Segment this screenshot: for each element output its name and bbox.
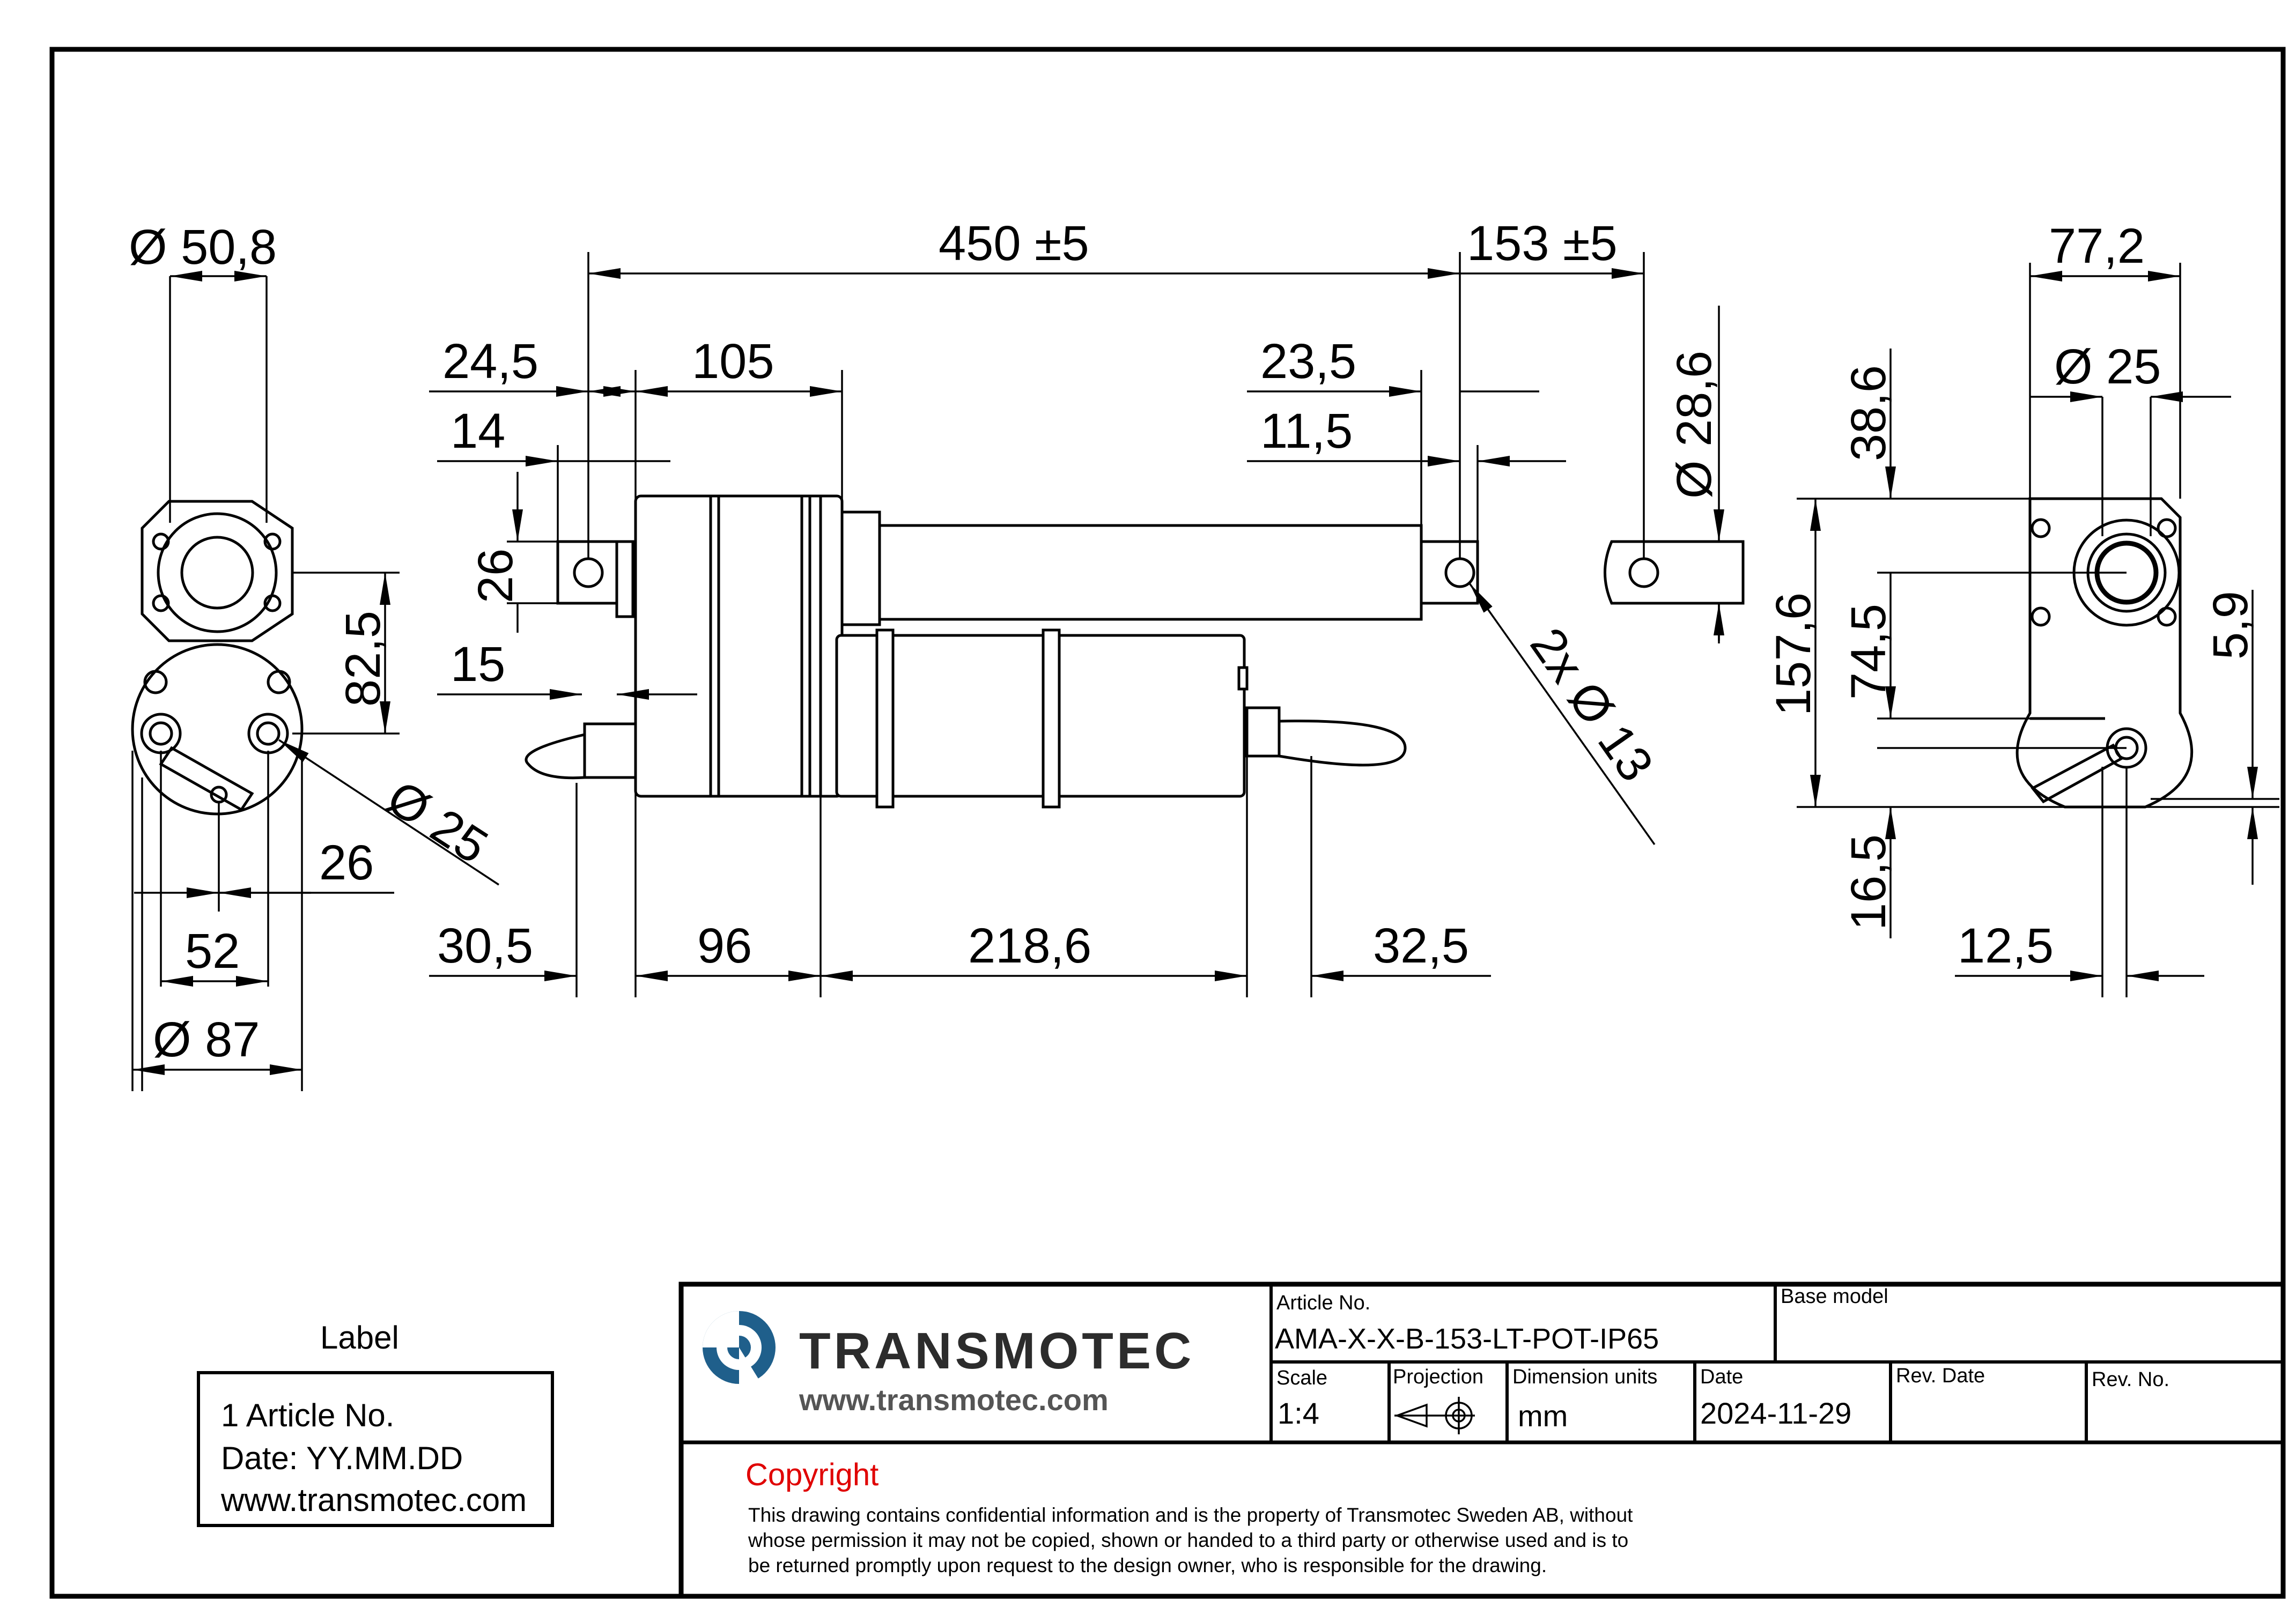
dim-82-5: 82,5 bbox=[336, 610, 390, 707]
scale-value: 1:4 bbox=[1278, 1396, 1319, 1430]
brand-name: TRANSMOTEC bbox=[799, 1322, 1195, 1380]
dim-30-5: 30,5 bbox=[437, 919, 534, 973]
dim-dia-87: Ø 87 bbox=[153, 1012, 260, 1067]
rev-no-label: Rev. No. bbox=[2092, 1368, 2170, 1391]
copyright-line-1: This drawing contains confidential information and is the property of Transmotec Sweden AB, without bbox=[748, 1504, 1633, 1526]
dim-26-left: 26 bbox=[319, 835, 374, 890]
dim-dia-28-6: Ø 28,6 bbox=[1667, 350, 1722, 499]
label-line-2: Date: YY.MM.DD bbox=[221, 1440, 463, 1476]
date-label: Date bbox=[1700, 1366, 1744, 1388]
projection-label: Projection bbox=[1393, 1366, 1483, 1388]
title-block bbox=[681, 1284, 2283, 1596]
dim-24-5: 24,5 bbox=[442, 334, 539, 389]
label-line-3: www.transmotec.com bbox=[221, 1482, 527, 1518]
dim-74-5: 74,5 bbox=[1841, 603, 1896, 700]
scale-label: Scale bbox=[1276, 1367, 1328, 1389]
dim-157-6: 157,6 bbox=[1766, 592, 1821, 716]
label-box bbox=[198, 1320, 552, 1525]
label-box-title: Label bbox=[320, 1320, 399, 1356]
dim-5-9: 5,9 bbox=[2203, 591, 2258, 660]
copyright-title: Copyright bbox=[745, 1457, 879, 1492]
dim-dia-25-left: Ø 25 bbox=[378, 770, 497, 875]
dim-32-5: 32,5 bbox=[1373, 919, 1470, 973]
units-label: Dimension units bbox=[1512, 1366, 1658, 1388]
brand-website[interactable]: www.transmotec.com bbox=[799, 1383, 1109, 1417]
dim-77-2: 77,2 bbox=[2049, 219, 2145, 273]
dim-11-5: 11,5 bbox=[1260, 404, 1353, 458]
dim-218-6: 218,6 bbox=[968, 919, 1092, 973]
dim-14: 14 bbox=[451, 404, 506, 458]
article-value: AMA-X-X-B-153-LT-POT-IP65 bbox=[1275, 1323, 1659, 1355]
dim-2x-dia-13: 2x Ø 13 bbox=[1519, 618, 1664, 791]
dim-23-5: 23,5 bbox=[1260, 334, 1357, 389]
dim-96: 96 bbox=[697, 919, 752, 973]
rev-date-label: Rev. Date bbox=[1896, 1365, 1985, 1387]
copyright-line-3: be returned promptly upon request to the design owner, who is responsible for the drawing. bbox=[748, 1554, 1547, 1576]
dim-52: 52 bbox=[185, 924, 240, 979]
third-angle-projection-icon bbox=[1394, 1397, 1475, 1434]
right-end-view bbox=[1766, 219, 2279, 997]
dim-dia-25-right: Ø 25 bbox=[2054, 339, 2161, 394]
transmotec-logo bbox=[703, 1311, 776, 1384]
dim-12-5: 12,5 bbox=[1958, 919, 2054, 973]
side-view bbox=[429, 216, 1743, 997]
copyright-line-2: whose permission it may not be copied, shown or handed to a third party or otherwise used and is to bbox=[748, 1529, 1629, 1551]
dim-26-side: 26 bbox=[468, 548, 523, 603]
dim-105: 105 bbox=[692, 334, 774, 389]
article-label: Article No. bbox=[1276, 1292, 1371, 1314]
dim-153: 153 ±5 bbox=[1467, 216, 1618, 271]
base-model-label: Base model bbox=[1781, 1285, 1888, 1308]
dim-dia-50-8: Ø 50,8 bbox=[129, 220, 277, 275]
dim-450: 450 ±5 bbox=[939, 216, 1089, 271]
dim-16-5: 16,5 bbox=[1841, 834, 1896, 930]
units-value: mm bbox=[1518, 1399, 1568, 1433]
dim-15: 15 bbox=[451, 637, 506, 692]
date-value: 2024-11-29 bbox=[1700, 1396, 1852, 1430]
dim-38-6: 38,6 bbox=[1841, 365, 1896, 461]
label-line-1: 1 Article No. bbox=[221, 1397, 395, 1433]
